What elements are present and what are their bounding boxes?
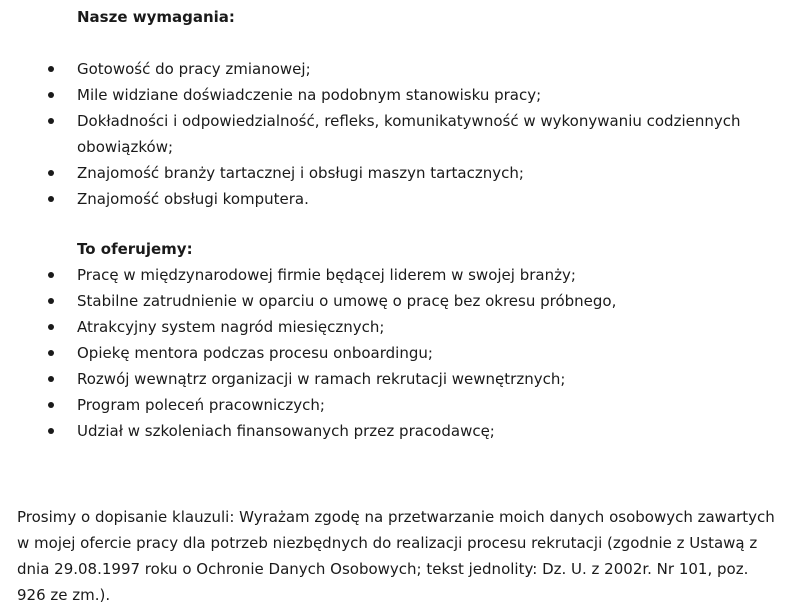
bullet-icon [48, 350, 54, 356]
list-item-text: Gotowość do pracy zmianowej; [77, 60, 311, 78]
list-item-text: Rozwój wewnątrz organizacji w ramach rekrutacji wewnętrznych; [77, 370, 566, 388]
list-item-text: Mile widziane doświadczenie na podobnym stanowisku pracy; [77, 86, 542, 104]
list-item-text: Atrakcyjny system nagród miesięcznych; [77, 318, 385, 336]
list-item-text: Dokładności i odpowiedzialność, refleks, komunikatywność w wykonywaniu codziennych obowiązków; [77, 112, 741, 156]
offer-list [0, 262, 760, 444]
list-item [0, 314, 760, 340]
consent-clause: Prosimy o dopisanie klauzuli: Wyrażam zgodę na przetwarzanie moich danych osobowych zawartych w mojej ofercie pracy dla potrzeb niezbędnych do realizacji procesu rekrutacji (zgodnie z Ustawą z dnia 29.08.1997 roku o Ochronie Danych Osobowych; tekst jednolity: Dz. U. z 2002r. Nr 101, poz. 926 ze zm.). [17, 508, 775, 604]
list-item-text: Opiekę mentora podczas procesu onboardingu; [77, 344, 433, 362]
list-item [0, 340, 760, 366]
list-item-text: Program poleceń pracowniczych; [77, 396, 325, 414]
bullet-icon [48, 402, 54, 408]
bullet-icon [48, 118, 54, 124]
list-item [0, 392, 760, 418]
list-item-text: Stabilne zatrudnienie w oparciu o umowę o pracę bez okresu próbnego, [77, 292, 617, 310]
bullet-icon [48, 272, 54, 278]
list-item [0, 366, 760, 392]
list-item [0, 186, 760, 212]
bullet-icon [48, 92, 54, 98]
requirements-heading: Nasze wymagania: [77, 8, 235, 26]
list-item [0, 288, 760, 314]
bullet-icon [48, 298, 54, 304]
bullet-icon [48, 170, 54, 176]
list-item [0, 262, 760, 288]
list-item-text: Pracę w międzynarodowej firmie będącej liderem w swojej branży; [77, 266, 576, 284]
bullet-icon [48, 428, 54, 434]
list-item-text: Znajomość branży tartacznej i obsługi maszyn tartacznych; [77, 164, 524, 182]
list-item [0, 82, 760, 108]
bullet-icon [48, 376, 54, 382]
list-item-text: Udział w szkoleniach finansowanych przez pracodawcę; [77, 422, 495, 440]
bullet-icon [48, 66, 54, 72]
list-item-text: Znajomość obsługi komputera. [77, 190, 309, 208]
bullet-icon [48, 196, 54, 202]
offer-heading: To oferujemy: [77, 240, 193, 258]
requirements-list [0, 56, 760, 212]
list-item [0, 418, 760, 444]
list-item [0, 56, 760, 82]
bullet-icon [48, 324, 54, 330]
list-item [0, 108, 760, 160]
list-item [0, 160, 760, 186]
